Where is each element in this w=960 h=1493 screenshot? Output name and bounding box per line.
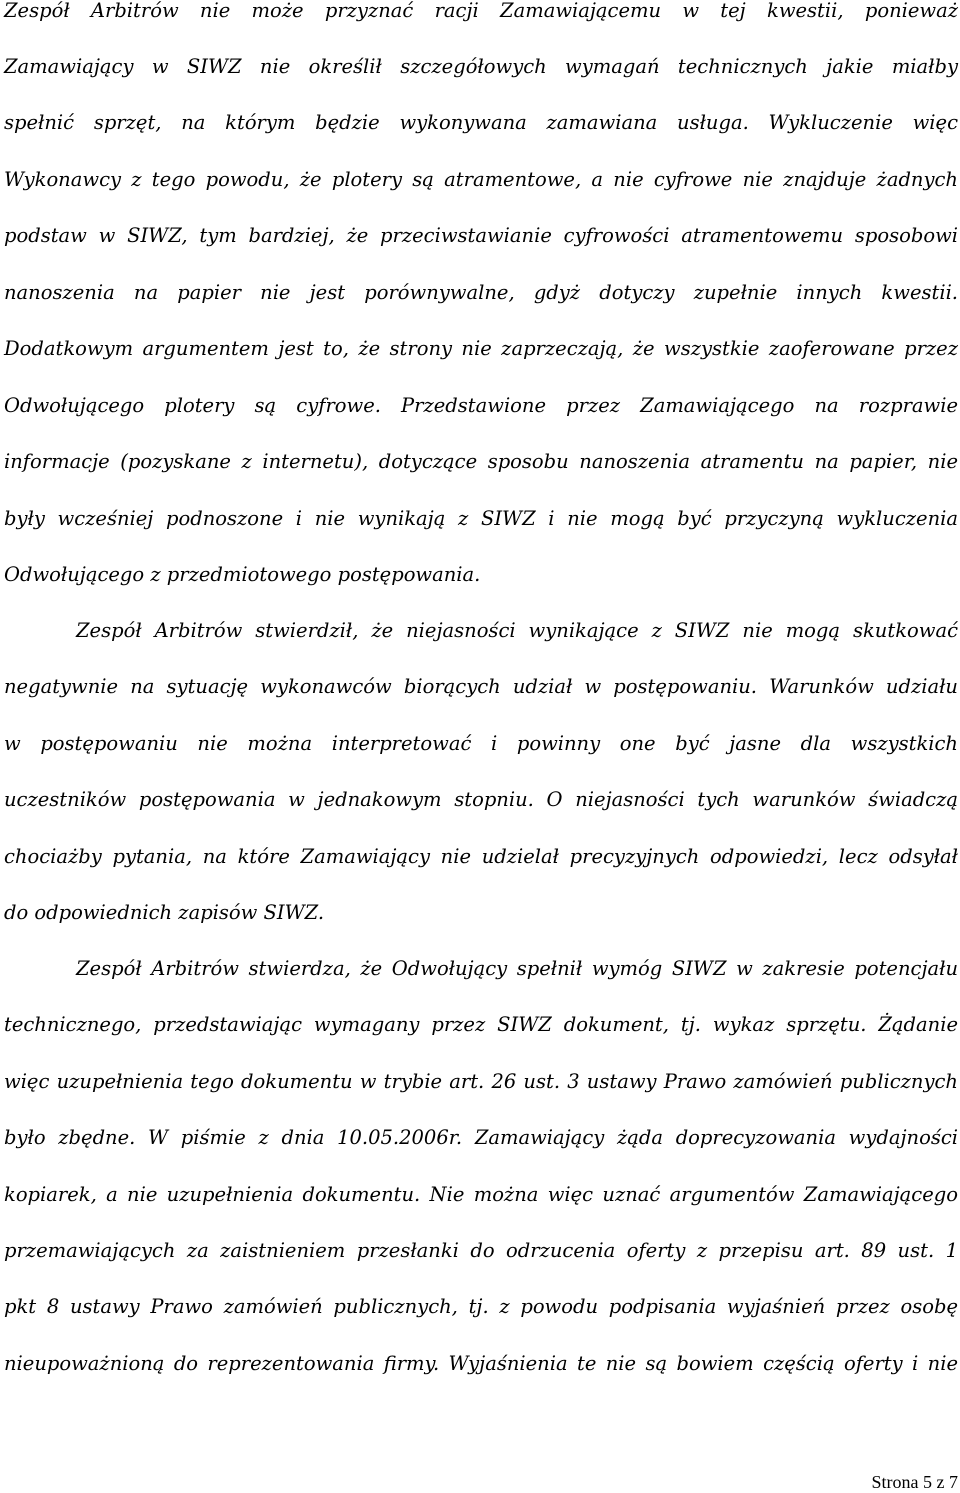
text-line: nanoszenia na papier nie jest porównywalne, gdyż dotyczy zupełnie innych kwestii.	[4, 281, 958, 304]
text-line: kopiarek, a nie uzupełnienia dokumentu. Nie można więc uznać argumentów Zamawiającego	[4, 1183, 958, 1206]
text-line: Odwołującego plotery są cyfrowe. Przedstawione przez Zamawiającego na rozprawie	[4, 394, 958, 417]
text-line: Zamawiający w SIWZ nie określił szczegółowych wymagań technicznych jakie miałby	[4, 55, 958, 78]
text-line: Dodatkowym argumentem jest to, że strony nie zaprzeczają, że wszystkie zaoferowane przez	[4, 337, 958, 360]
text-line: technicznego, przedstawiając wymagany przez SIWZ dokument, tj. wykaz sprzętu. Żądanie	[4, 1013, 958, 1036]
text-line: uczestników postępowania w jednakowym stopniu. O niejasności tych warunków świadczą	[4, 788, 958, 811]
text-line: Wykonawcy z tego powodu, że plotery są atramentowe, a nie cyfrowe nie znajduje żadnych	[4, 168, 958, 191]
page-number: Strona 5 z 7	[871, 1472, 958, 1492]
text-line: w postępowaniu nie można interpretować i powinny one być jasne dla wszystkich	[4, 732, 958, 755]
text-line: Odwołującego z przedmiotowego postępowania.	[4, 563, 481, 586]
text-line: podstaw w SIWZ, tym bardziej, że przeciwstawianie cyfrowości atramentowemu sposobowi	[4, 224, 958, 247]
text-line: chociażby pytania, na które Zamawiający nie udzielał precyzyjnych odpowiedzi, lecz odsyłał	[4, 845, 958, 868]
text-line: więc uzupełnienia tego dokumentu w trybie art. 26 ust. 3 ustawy Prawo zamówień publicznych	[4, 1070, 958, 1093]
text-line: spełnić sprzęt, na którym będzie wykonywana zamawiana usługa. Wykluczenie więc	[4, 111, 958, 134]
text-line: pkt 8 ustawy Prawo zamówień publicznych, tj. z powodu podpisania wyjaśnień przez osobę	[4, 1295, 958, 1318]
text-line: Zespół Arbitrów stwierdził, że niejasności wynikające z SIWZ nie mogą skutkować	[76, 619, 958, 642]
text-line: Zespół Arbitrów nie może przyznać racji Zamawiającemu w tej kwestii, ponieważ	[4, 0, 958, 22]
text-line: Zespół Arbitrów stwierdza, że Odwołujący spełnił wymóg SIWZ w zakresie potencjału	[76, 957, 958, 980]
text-line: było zbędne. W piśmie z dnia 10.05.2006r. Zamawiający żąda doprecyzowania wydajności	[4, 1126, 958, 1149]
text-line: negatywnie na sytuację wykonawców biorących udział w postępowaniu. Warunków udziału	[4, 675, 958, 698]
text-line: informacje (pozyskane z internetu), dotyczące sposobu nanoszenia atramentu na papier, nie	[4, 450, 958, 473]
text-line: przemawiających za zaistnieniem przesłanki do odrzucenia oferty z przepisu art. 89 ust. 1	[4, 1239, 958, 1262]
text-line: były wcześniej podnoszone i nie wynikają z SIWZ i nie mogą być przyczyną wykluczenia	[4, 507, 958, 530]
text-line: nieupoważnioną do reprezentowania firmy. Wyjaśnienia te nie są bowiem częścią oferty i nie	[4, 1352, 958, 1375]
text-line: do odpowiednich zapisów SIWZ.	[4, 901, 325, 924]
